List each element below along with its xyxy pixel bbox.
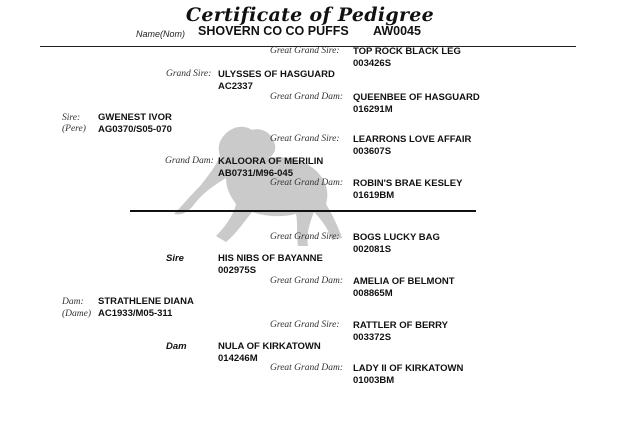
dam-dam-reg: 014246M [218, 353, 258, 364]
dam-sire-label: Sire [166, 253, 184, 264]
great-grand-sire-label: Great Grand Sire: [270, 232, 340, 242]
grand-dam-name: KALOORA OF MERILIN [218, 156, 324, 167]
dam-dam-label: Dam [166, 341, 187, 352]
dam-name: STRATHLENE DIANA [98, 296, 194, 307]
sire-name: GWENEST IVOR [98, 112, 172, 123]
great-grand-dam-label: Great Grand Dam: [270, 363, 344, 373]
grand-sire-reg: AC2337 [218, 81, 253, 92]
great-grand-sire-label: Great Grand Sire: [270, 134, 340, 144]
great-grand-sire-reg: 003607S [353, 146, 392, 157]
dam-label: Dam: [62, 297, 84, 307]
great-grand-dam-label: Great Grand Dam: [270, 276, 344, 286]
great-grand-sire-reg: 003372S [353, 332, 392, 343]
great-grand-dam-name: LADY II OF KIRKATOWN [353, 363, 464, 374]
name-label: Name(Nom) [136, 29, 186, 39]
great-grand-sire-name: RATTLER OF BERRY [353, 320, 448, 331]
great-grand-sire-reg: 003426S [353, 58, 392, 69]
horse-name: SHOVERN CO CO PUFFS [198, 24, 349, 38]
dam-sire-name: HIS NIBS OF BAYANNE [218, 253, 323, 264]
sire-label-french: (Pere) [62, 124, 86, 134]
certificate-title: Certificate of Pedigree [185, 4, 435, 26]
great-grand-dam-reg: 01619BM [353, 190, 395, 201]
horse-registration: AW0045 [373, 24, 421, 38]
grand-sire-name: ULYSSES OF HASGUARD [218, 69, 335, 80]
sire-label: Sire: [62, 113, 81, 123]
great-grand-dam-label: Great Grand Dam: [270, 92, 344, 102]
great-grand-dam-reg: 008865M [353, 288, 393, 299]
grand-sire-label: Grand Sire: [166, 69, 212, 79]
great-grand-dam-label: Great Grand Dam: [270, 178, 344, 188]
great-grand-sire-label: Great Grand Sire: [270, 320, 340, 330]
great-grand-sire-name: BOGS LUCKY BAG [353, 232, 440, 243]
great-grand-sire-reg: 002081S [353, 244, 392, 255]
great-grand-sire-name: TOP ROCK BLACK LEG [353, 46, 461, 57]
section-divider [130, 210, 476, 212]
dam-dam-name: NULA OF KIRKATOWN [218, 341, 321, 352]
great-grand-dam-reg: 01003BM [353, 375, 395, 386]
grand-dam-label: Grand Dam: [165, 156, 214, 166]
great-grand-dam-reg: 016291M [353, 104, 393, 115]
dam-reg: AC1933/M05-311 [98, 308, 173, 319]
great-grand-sire-label: Great Grand Sire: [270, 46, 340, 56]
great-grand-dam-name: QUEENBEE OF HASGUARD [353, 92, 480, 103]
sire-reg: AG0370/S05-070 [98, 124, 172, 135]
dam-sire-reg: 002975S [218, 265, 257, 276]
great-grand-dam-name: ROBIN'S BRAE KESLEY [353, 178, 463, 189]
dam-label-french: (Dame) [62, 309, 92, 319]
great-grand-dam-name: AMELIA OF BELMONT [353, 276, 455, 287]
grand-dam-reg: AB0731/M96-045 [218, 168, 293, 179]
great-grand-sire-name: LEARRONS LOVE AFFAIR [353, 134, 472, 145]
